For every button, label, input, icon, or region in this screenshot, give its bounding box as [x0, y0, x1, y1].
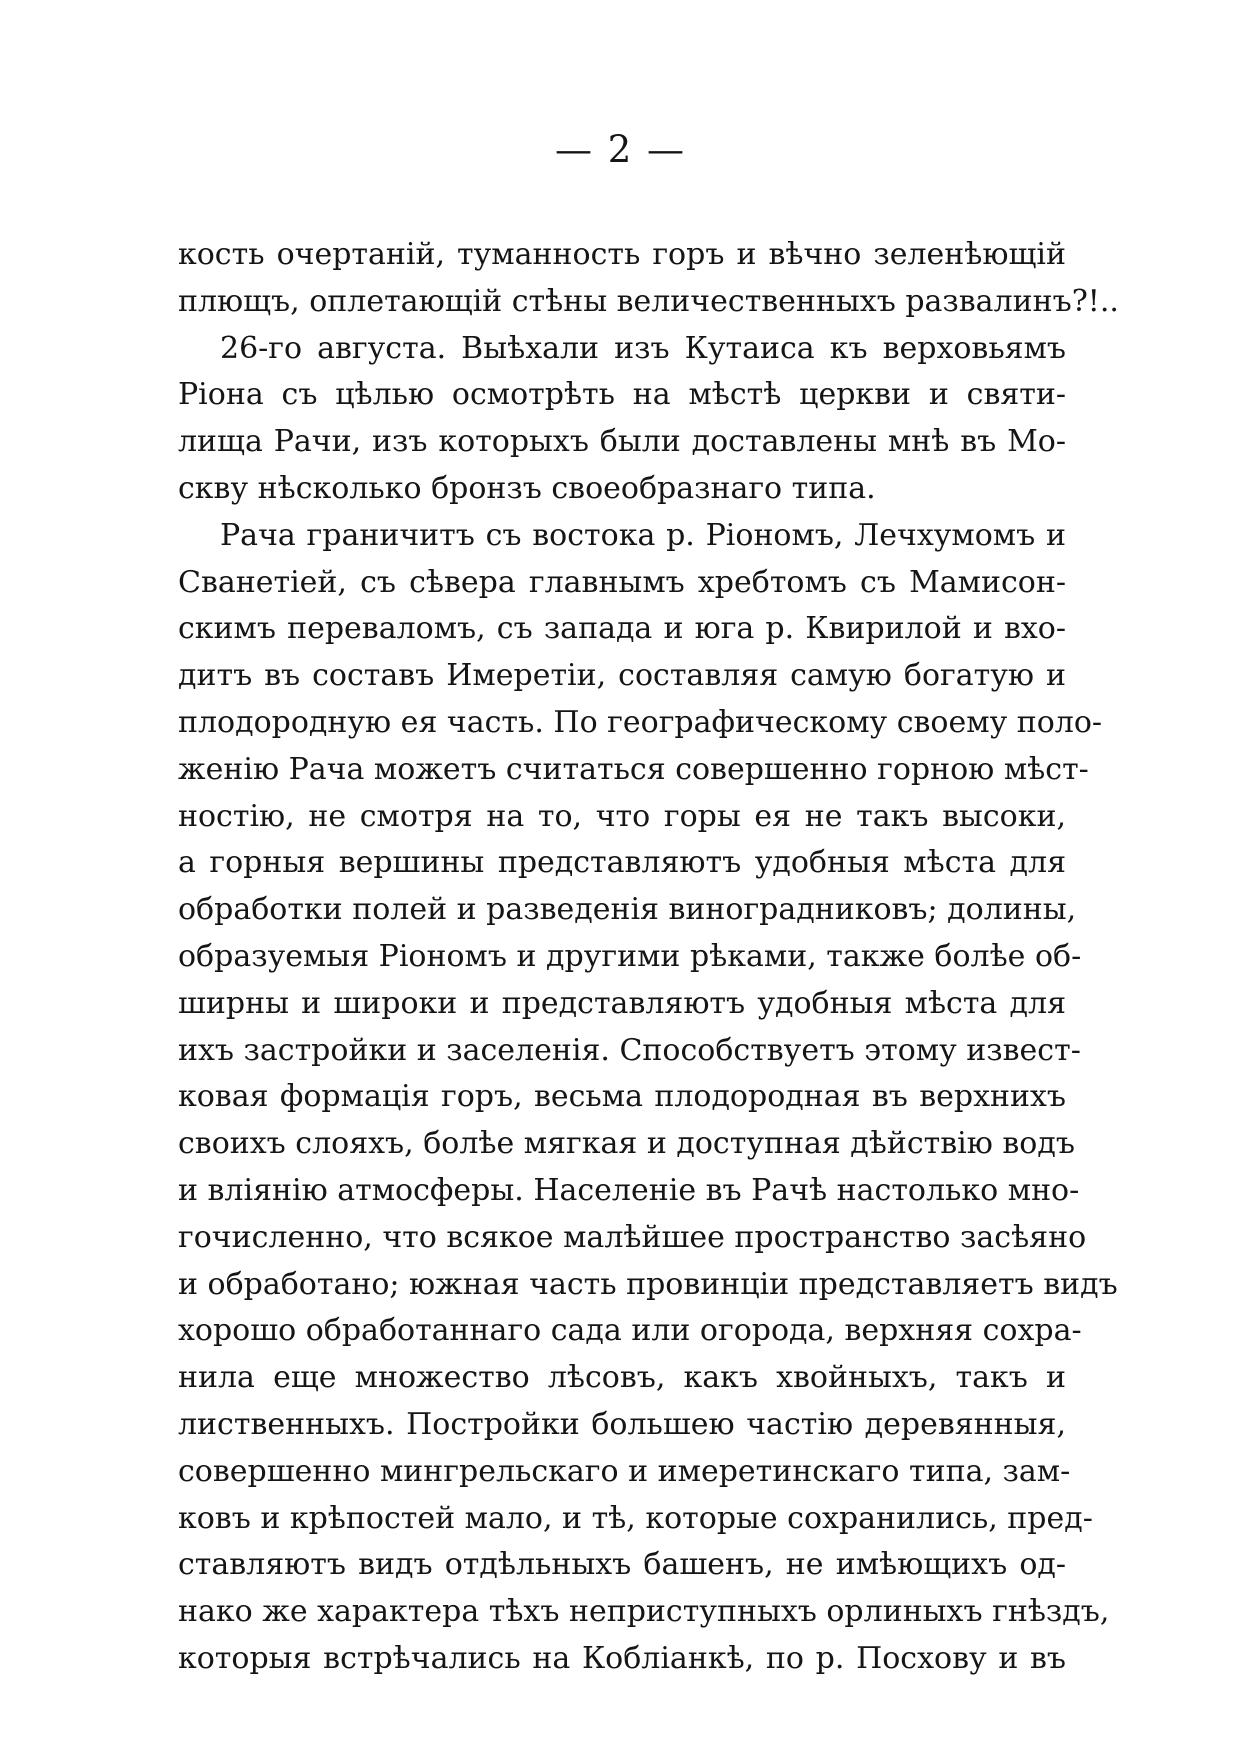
text-line: образуемыя Ріономъ и другими рѣками, также болѣе об-: [178, 938, 1082, 974]
text-line: Ріона съ цѣлью осмотрѣть на мѣстѣ церкви и святи-: [178, 377, 1066, 413]
text-line: ностію, не смотря на то, что горы ея не такъ высоки,: [178, 798, 1066, 834]
text-line: ковая формація горъ, весьма плодородная въ верхнихъ: [178, 1079, 1066, 1115]
text-line: гочисленно, что всякое малѣйшее пространство засѣяно: [178, 1219, 1087, 1255]
text-line: ширны и широки и представляютъ удобныя мѣста для: [178, 985, 1066, 1021]
text-line: лища Рачи, изъ которыхъ были доставлены мнѣ въ Мо-: [178, 424, 1066, 460]
text-line: плодородную ея часть. По географическому своему поло-: [178, 704, 1103, 740]
text-line: дитъ въ составъ Имеретіи, составляя самую богатую и: [178, 658, 1066, 694]
text-line: женію Рача можетъ считаться совершенно горною мѣст-: [178, 751, 1089, 787]
text-line: а горныя вершины представляютъ удобныя мѣста для: [178, 845, 1066, 881]
text-line: обработки полей и разведенія виноградниковъ; долины,: [178, 892, 1077, 928]
text-line: 26-го августа. Выѣхали изъ Кутаиса къ верховьямъ: [220, 330, 1066, 366]
text-line: нако же характера тѣхъ неприступныхъ орлиныхъ гнѣздъ,: [178, 1594, 1110, 1630]
text-line: своихъ слояхъ, болѣе мягкая и доступная дѣйствію водъ: [178, 1126, 1075, 1162]
text-line: и обработано; южная часть провинціи представляетъ видъ: [178, 1266, 1118, 1302]
text-line: кость очертаній, туманность горъ и вѣчно зеленѣющій: [178, 237, 1066, 272]
text-line: плющъ, оплетающій стѣны величественныхъ развалинъ?!..: [178, 283, 1119, 319]
body-text: [178, 232, 1119, 1683]
text-line: ковъ и крѣпостей мало, и тѣ, которые сохранились, пред-: [178, 1500, 1093, 1536]
text-line: которыя встрѣчались на Кобліанкѣ, по р. Посхову и въ: [178, 1640, 1066, 1676]
text-line: ставляютъ видъ отдѣльныхъ башенъ, не имѣющихъ од-: [178, 1547, 1066, 1583]
page-number: — 2 —: [554, 128, 687, 171]
text-line: лиственныхъ. Постройки большею частію деревянныя,: [178, 1406, 1066, 1442]
text-line: скву нѣсколько бронзъ своеобразнаго типа.: [178, 470, 876, 506]
text-line: Рача граничитъ съ востока р. Ріономъ, Лечхумомъ и: [220, 517, 1066, 553]
text-line: скимъ переваломъ, съ запада и юга р. Квирилой и вхо-: [178, 611, 1066, 647]
text-line: совершенно мингрельскаго и имеретинскаго типа, зам-: [178, 1453, 1071, 1489]
text-line: Сванетіей, съ сѣвера главнымъ хребтомъ съ Мамисон-: [178, 564, 1066, 600]
text-line: ихъ застройки и заселенія. Способствуетъ этому извест-: [178, 1032, 1081, 1068]
text-line: хорошо обработаннаго сада или огорода, верхняя сохра-: [178, 1313, 1082, 1349]
text-line: и вліянію атмосферы. Населеніе въ Рачѣ настолько мно-: [178, 1172, 1080, 1208]
text-line: нила еще множество лѣсовъ, какъ хвойныхъ, такъ и: [178, 1360, 1066, 1396]
